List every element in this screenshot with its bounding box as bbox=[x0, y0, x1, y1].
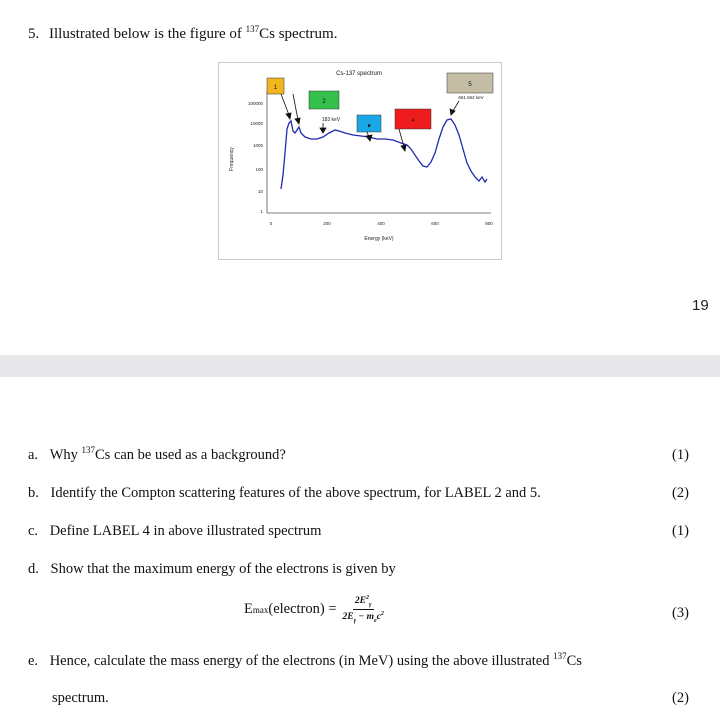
annotation-183-kev: 183 keV bbox=[321, 117, 341, 123]
marks-b: (2) bbox=[672, 485, 689, 501]
question-intro: Illustrated below is the figure of bbox=[49, 26, 246, 42]
x-tick: 800 bbox=[485, 221, 493, 226]
marks-e: (2) bbox=[672, 690, 689, 706]
y-axis-label: Frequency bbox=[229, 147, 235, 171]
label-1-text: 1 bbox=[273, 85, 278, 91]
spectrum-curve bbox=[281, 119, 487, 189]
y-tick: 1000 bbox=[252, 143, 263, 148]
x-tick: 600 bbox=[431, 221, 439, 226]
question-intro-end: Cs spectrum. bbox=[259, 26, 338, 42]
label-4-text: 4 bbox=[411, 118, 415, 124]
page-bottom bbox=[0, 377, 720, 724]
formula-emax: E max (electron) = $\frac{2E^2_\gamma}{2E_\gamma - m_ec^2}$ bbox=[244, 595, 384, 625]
question-number: 5. bbox=[28, 26, 40, 42]
question-heading bbox=[28, 26, 337, 43]
y-tick: 100000 bbox=[247, 101, 263, 106]
spectrum-figure bbox=[218, 62, 502, 260]
label-2-text: 2 bbox=[322, 99, 326, 105]
item-e-continuation: spectrum. bbox=[52, 690, 109, 706]
y-tick: 10000 bbox=[250, 121, 263, 126]
x-tick: 0 bbox=[269, 221, 273, 226]
page-gap bbox=[0, 355, 720, 377]
annotation-662-kev: 661.662 keV bbox=[458, 95, 484, 100]
x-tick: 400 bbox=[377, 221, 385, 226]
x-tick: 200 bbox=[323, 221, 331, 226]
marks-a: (1) bbox=[672, 447, 689, 463]
isotope-mass-superscript: 137 bbox=[245, 24, 260, 34]
svg-text:■: ■ bbox=[367, 123, 371, 129]
item-b: b. Identify the Compton scattering features of the above spectrum, for LABEL 2 and 5. bbox=[28, 485, 541, 501]
page-top bbox=[0, 0, 720, 355]
y-tick: 1 bbox=[260, 209, 263, 214]
item-a: a. Why $^{137}$Cs can be used as a background? bbox=[28, 445, 286, 463]
marks-d: (3) bbox=[672, 605, 689, 621]
item-e: e. Hence, calculate the mass energy of the electrons (in MeV) using the above illustrated $^{137}$Cs bbox=[28, 651, 582, 669]
item-d: d. Show that the maximum energy of the electrons is given by bbox=[28, 561, 396, 577]
x-axis-label: Energy (keV) bbox=[364, 236, 394, 242]
marks-c: (1) bbox=[672, 523, 689, 539]
label-5-text: 5 bbox=[468, 82, 472, 88]
page-number: 19 bbox=[692, 297, 709, 314]
y-tick: 100 bbox=[255, 167, 263, 172]
formula-fraction: $\frac{2E^2_\gamma}{2E_\gamma - m_ec^2}$ bbox=[342, 595, 384, 625]
item-c: c. Define LABEL 4 in above illustrated spectrum bbox=[28, 523, 322, 539]
figure-title: Cs-137 spectrum bbox=[336, 71, 382, 77]
y-tick: 10 bbox=[257, 189, 263, 194]
